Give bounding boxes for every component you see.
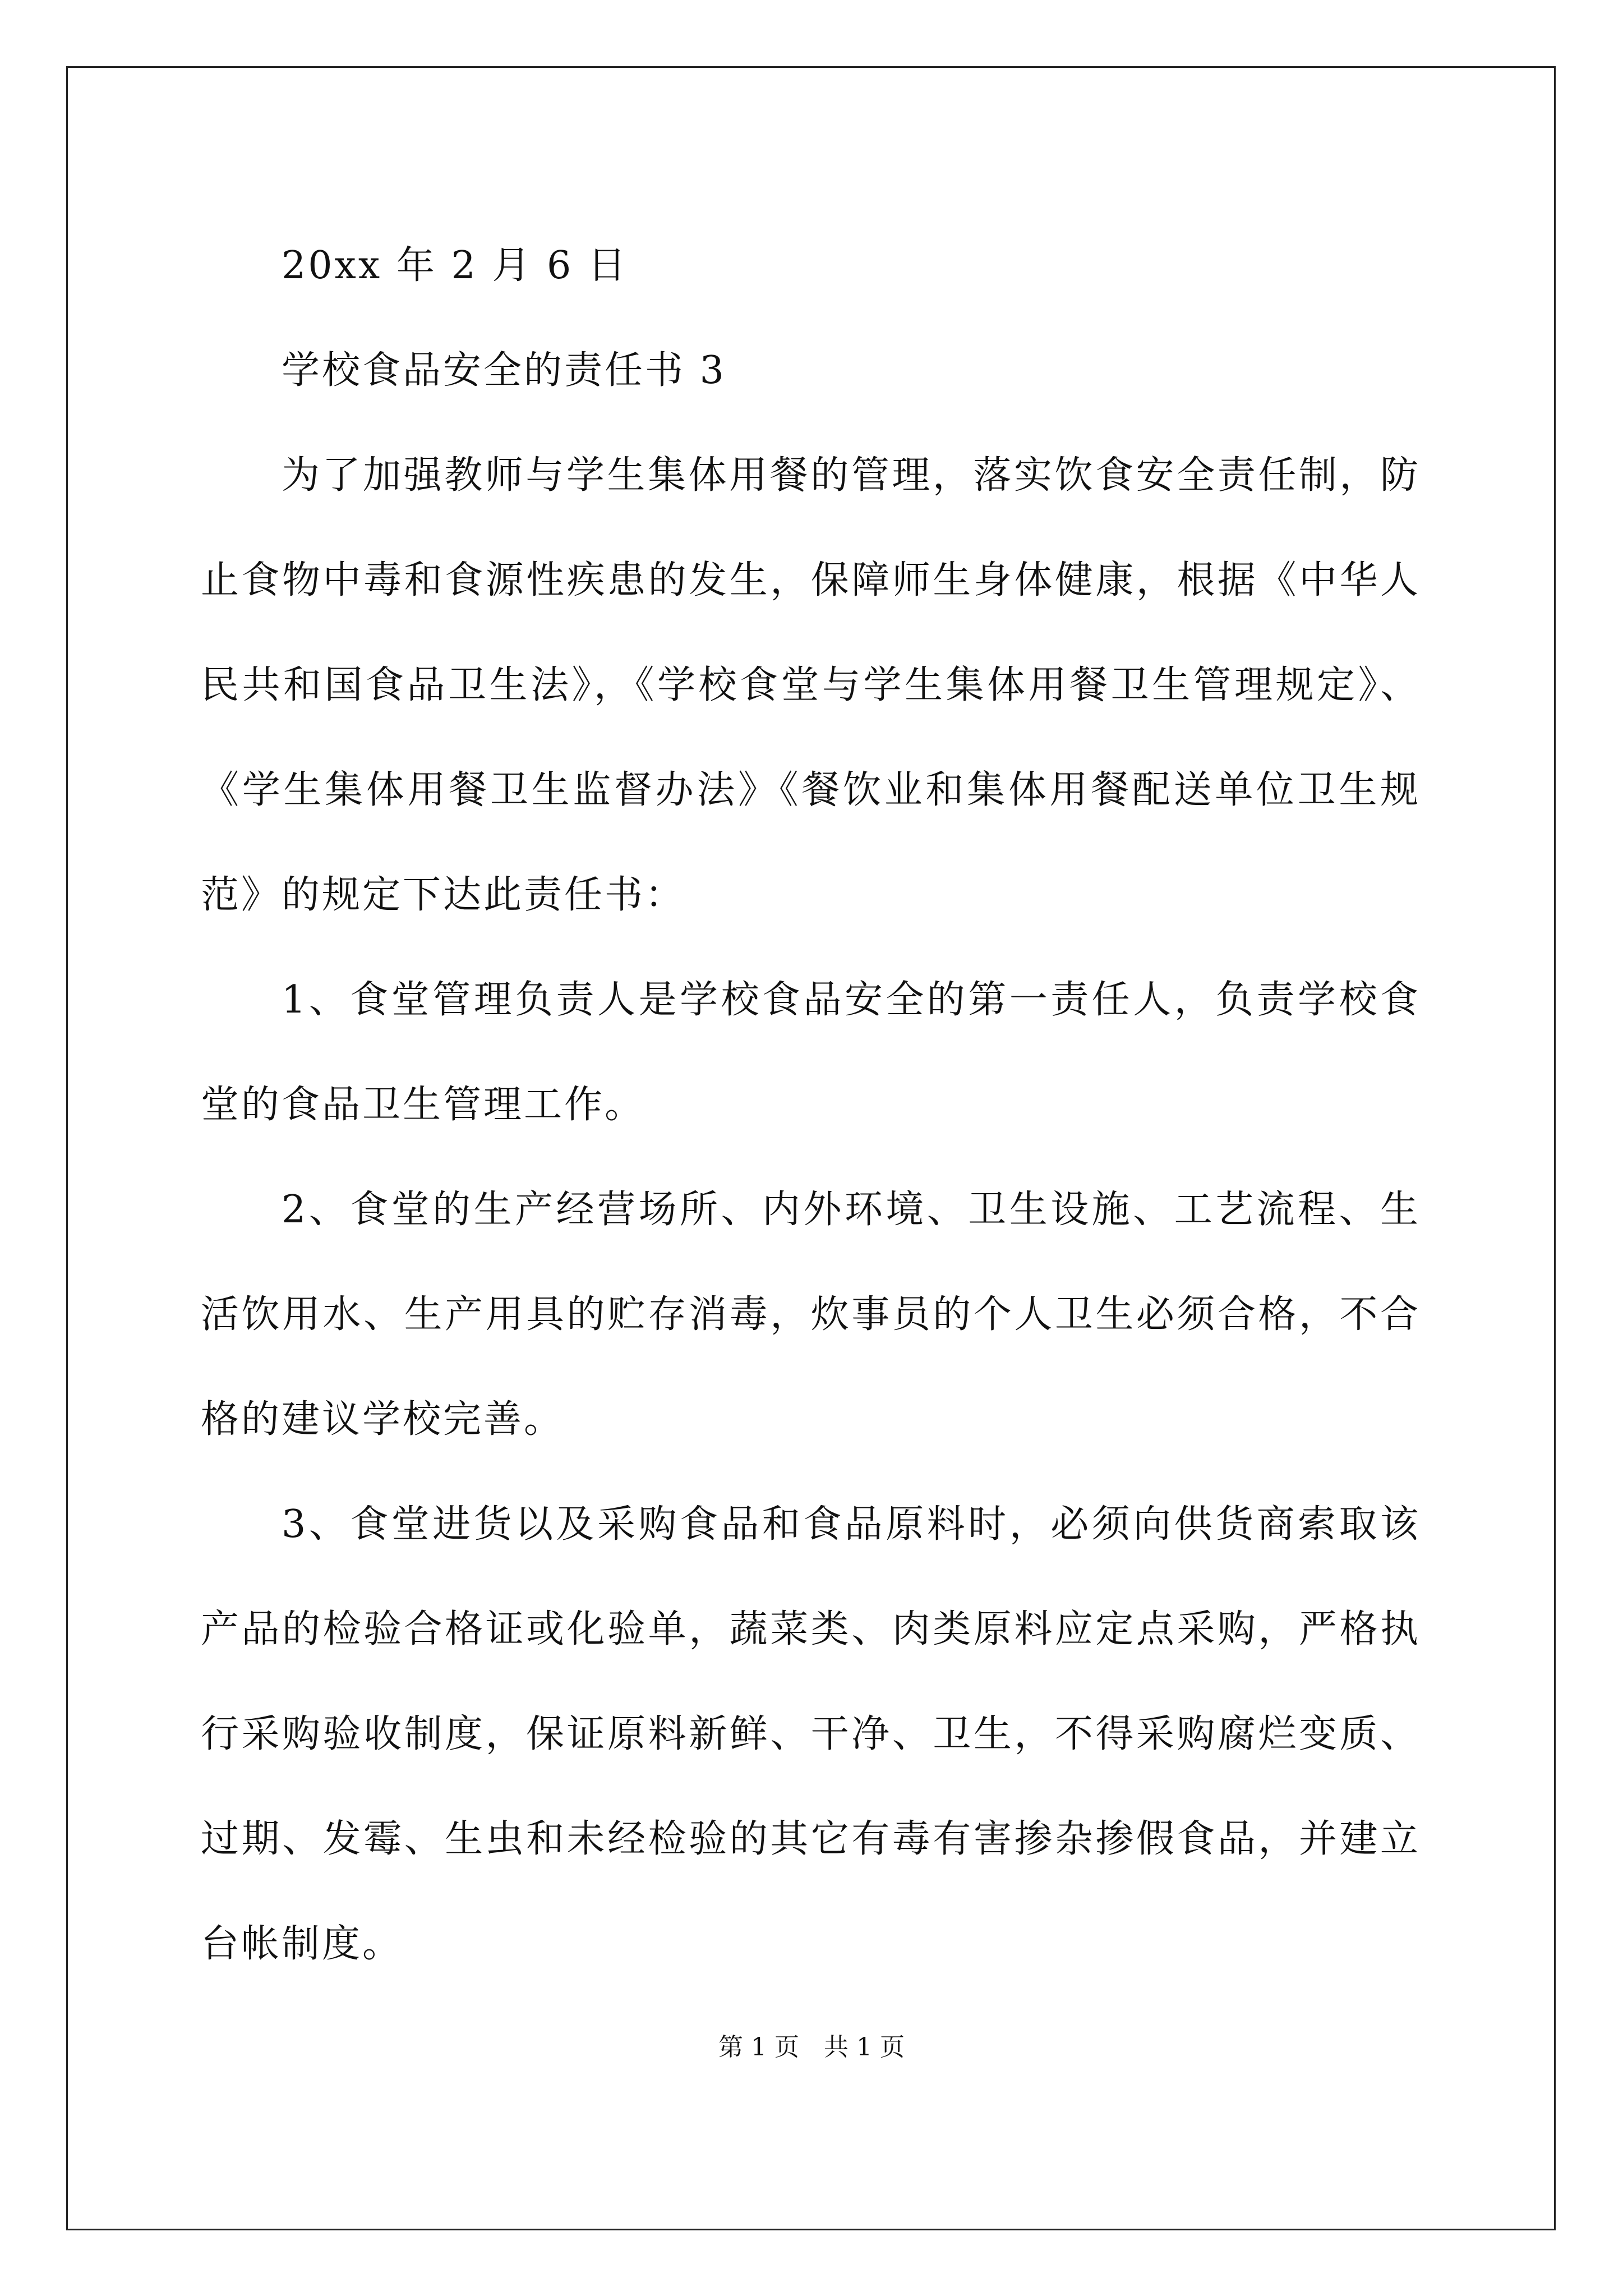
paragraph-item-2: 2、食堂的生产经营场所、内外环境、卫生设施、工艺流程、生活饮用水、生产用具的贮存消毒，炊事员的个人卫生必须合格，不合格的建议学校完善。 <box>201 1188 1421 1442</box>
document-body <box>201 213 1421 1996</box>
page-total: 共 1 页 <box>824 2033 905 2062</box>
paragraph-item-3: 3、食堂进货以及采购食品和食品原料时，必须向供货商索取该产品的检验合格证或化验单，蔬菜类、肉类原料应定点采购，严格执行采购验收制度，保证原料新鲜、干净、卫生，不得采购腐烂变质、过期、发霉、生虫和未经检验的其它有毒有害掺杂掺假食品，并建立台帐制度。 <box>201 1502 1421 1966</box>
page-number: 第 1 页 <box>718 2033 799 2062</box>
document-title: 学校食品安全的责任书 3 <box>282 348 726 393</box>
paragraph-item-1: 1、食堂管理负责人是学校食品安全的第一责任人，负责学校食堂的食品卫生管理工作。 <box>201 978 1421 1127</box>
page-footer <box>0 2031 1623 2064</box>
paragraph-intro: 为了加强教师与学生集体用餐的管理，落实饮食安全责任制，防止食物中毒和食源性疾患的发生，保障师生身体健康，根据《中华人民共和国食品卫生法》，《学校食堂与学生集体用餐卫生管理规定》、《学生集体用餐卫生监督办法》《餐饮业和集体用餐配送单位卫生规范》的规定下达此责任书： <box>201 453 1421 917</box>
date-line: 20xx 年 2 月 6 日 <box>282 243 628 288</box>
